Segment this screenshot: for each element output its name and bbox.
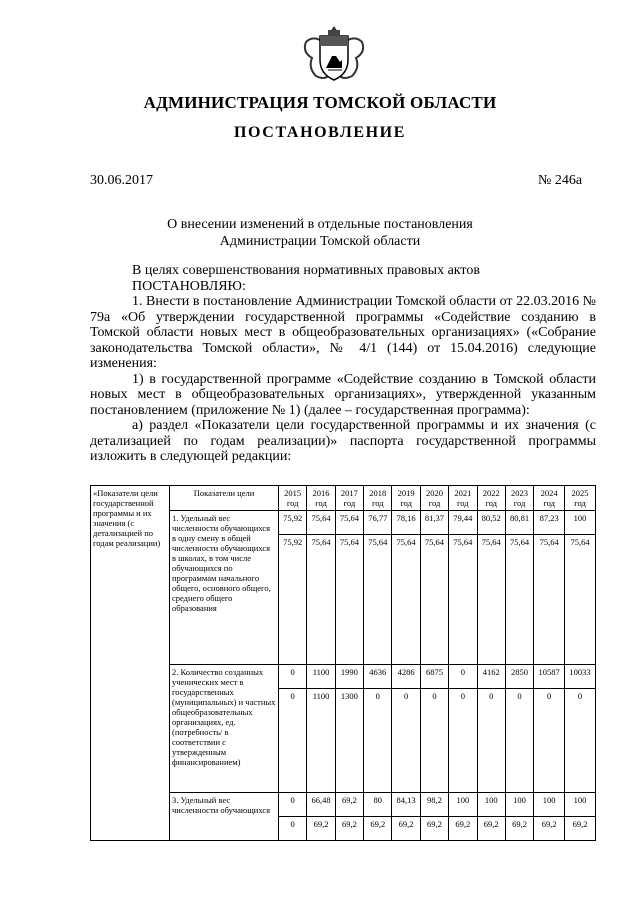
year-header: 2019 год	[392, 486, 420, 511]
table-cell: 78,16	[392, 511, 420, 535]
table-cell: 84,13	[392, 793, 420, 817]
table-cell: 75,64	[449, 535, 477, 665]
table-cell: 75,92	[279, 535, 307, 665]
document-date: 30.06.2017	[90, 173, 153, 188]
table-cell: 100	[565, 511, 596, 535]
year-header: 2020 год	[420, 486, 448, 511]
table-cell: 1990	[335, 665, 363, 689]
table-cell: 1100	[307, 689, 335, 793]
year-header: 2016 год	[307, 486, 335, 511]
table-cell: 100	[534, 793, 565, 817]
table-cell: 100	[505, 793, 533, 817]
table-cell: 81,37	[420, 511, 448, 535]
indicator-name: 1. Удельный вес численности обучающихся в одну смену в общей численности обучающихся в школах, в том числе обучающихся по программам начального общего, основного общего, среднего общего образования	[170, 511, 279, 665]
table-cell: 75,64	[505, 535, 533, 665]
table-cell: 0	[392, 689, 420, 793]
year-header: 2025 год	[565, 486, 596, 511]
column-header-indicators: Показатели цели	[170, 486, 279, 511]
table-cell: 69,2	[449, 817, 477, 841]
table-cell: 4286	[392, 665, 420, 689]
document-type: ПОСТАНОВЛЕНИЕ	[234, 124, 406, 141]
table-cell: 4162	[477, 665, 505, 689]
paragraph-purpose: В целях совершенствования нормативных правовых актов	[132, 263, 480, 278]
table-cell: 0	[477, 689, 505, 793]
subject-line-2: Администрации Томской области	[219, 234, 421, 249]
table-cell: 69,2	[392, 817, 420, 841]
table-cell: 0	[449, 665, 477, 689]
paragraph-resolve: ПОСТАНОВЛЯЮ:	[132, 278, 246, 294]
table-header-row	[91, 486, 596, 511]
table-cell: 79,44	[449, 511, 477, 535]
table-cell: 69,2	[505, 817, 533, 841]
table-cell: 69,2	[307, 817, 335, 841]
table-cell: 69,2	[335, 793, 363, 817]
table-cell: 10033	[565, 665, 596, 689]
year-header: 2024 год	[534, 486, 565, 511]
table-cell: 75,64	[335, 511, 363, 535]
table-cell: 2850	[505, 665, 533, 689]
table-cell: 0	[565, 689, 596, 793]
table-cell: 100	[565, 793, 596, 817]
table-cell: 69,2	[364, 817, 392, 841]
table-cell: 100	[449, 793, 477, 817]
table-cell: 69,2	[565, 817, 596, 841]
table-cell: 80	[364, 793, 392, 817]
table-cell: 69,2	[477, 817, 505, 841]
table-cell: 98,2	[420, 793, 448, 817]
table-cell: 75,64	[534, 535, 565, 665]
year-header: 2021 год	[449, 486, 477, 511]
table-cell: 0	[364, 689, 392, 793]
table-cell: 69,2	[335, 817, 363, 841]
table-cell: 69,2	[420, 817, 448, 841]
table-cell: 75,64	[477, 535, 505, 665]
table-cell: 80,52	[477, 511, 505, 535]
table-cell: 75,64	[565, 535, 596, 665]
table-cell: 0	[534, 689, 565, 793]
table-cell: 80,81	[505, 511, 533, 535]
year-header: 2018 год	[364, 486, 392, 511]
table-cell: 75,64	[392, 535, 420, 665]
table-cell: 1300	[335, 689, 363, 793]
tomsk-coat-of-arms-emblem	[298, 22, 370, 86]
table-cell: 0	[505, 689, 533, 793]
table-cell: 100	[477, 793, 505, 817]
table-cell: 0	[449, 689, 477, 793]
paragraph-item-1: 1. Внести в постановление Администрации Томской области от 22.03.2016 № 79а «Об утверждении государственной программы «Содействие созданию в Томской области новых мест в общеобразовательных организациях» («Собрание законодательства Томской области», № 4/1 (144) от 15.04.2016) следующие изменения:	[90, 294, 596, 371]
indicators-table	[90, 485, 596, 841]
paragraph-subitem-a: а) раздел «Показатели цели государственной программы и их значения (с детализацией по годам реализации)» паспорта государственной программы изложить в следующей редакции:	[90, 418, 596, 464]
table-cell: 0	[279, 793, 307, 817]
table-cell: 6875	[420, 665, 448, 689]
indicator-name: 3. Удельный вес численности обучающихся	[170, 793, 279, 841]
table-cell: 75,64	[364, 535, 392, 665]
table-cell: 87,23	[534, 511, 565, 535]
table-cell: 75,64	[335, 535, 363, 665]
subject-line-1: О внесении изменений в отдельные постановления	[167, 217, 473, 232]
document-body	[90, 263, 596, 465]
table-cell: 4636	[364, 665, 392, 689]
table-cell: 0	[279, 665, 307, 689]
year-header: 2023 год	[505, 486, 533, 511]
table-cell: 1100	[307, 665, 335, 689]
table-cell: 76,77	[364, 511, 392, 535]
table-cell: 75,64	[307, 511, 335, 535]
table-cell: 0	[420, 689, 448, 793]
paragraph-subitem-1: 1) в государственной программе «Содействие созданию в Томской области новых мест в общеобразовательных организациях», утвержденной указанным постановлением (приложение № 1) (далее – государственная программа):	[90, 371, 596, 418]
year-header: 2022 год	[477, 486, 505, 511]
table-cell: 75,64	[307, 535, 335, 665]
year-header: 2015 год	[279, 486, 307, 511]
table-cell: 0	[279, 817, 307, 841]
document-subject	[0, 216, 640, 250]
table-cell: 66,48	[307, 793, 335, 817]
indicator-name: 2. Количество созданных ученических мест в государственных (муниципальных) и частных общеобразовательных организациях, ед. (потребность/ в соответствии с утвержденным финансированием)	[170, 665, 279, 793]
document-number: № 246а	[538, 173, 583, 188]
table-cell: 75,92	[279, 511, 307, 535]
table-cell: 69,2	[534, 817, 565, 841]
table-cell: 0	[279, 689, 307, 793]
year-header: 2017 год	[335, 486, 363, 511]
table-cell: 10587	[534, 665, 565, 689]
table-cell: 75,64	[420, 535, 448, 665]
organization-name: АДМИНИСТРАЦИЯ ТОМСКОЙ ОБЛАСТИ	[143, 93, 497, 112]
table-left-label: «Показатели цели государственной программы и их значения (с детализацией по годам реализации)	[91, 486, 170, 841]
